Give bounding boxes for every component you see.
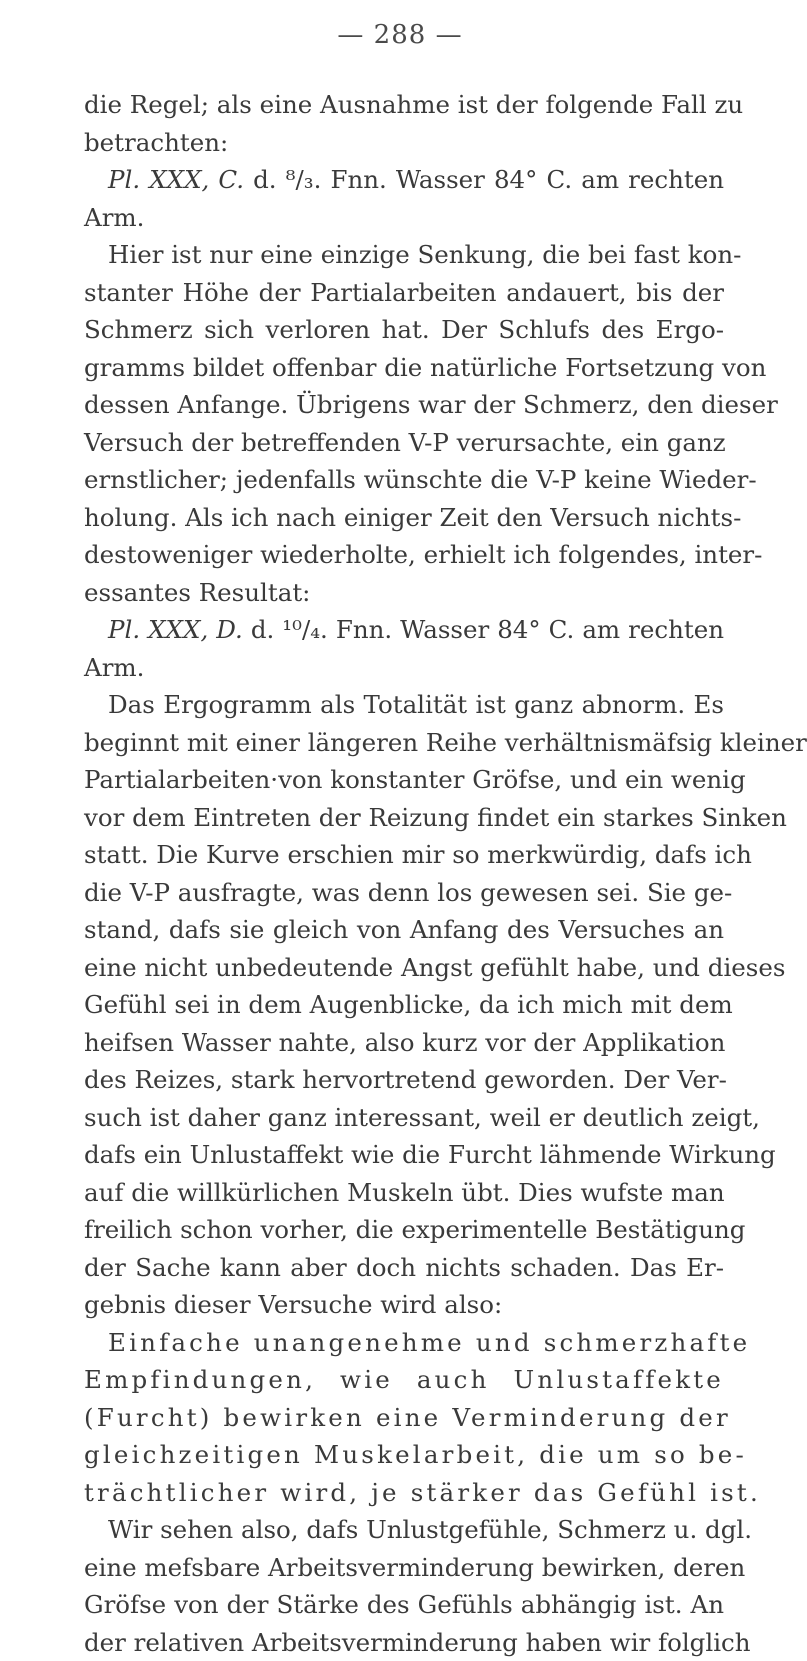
body-text bbox=[84, 86, 724, 1661]
text-line: Gröfse von der Stärke des Gefühls abhängig ist. An bbox=[84, 1586, 724, 1624]
emphasized-conclusion-line: gleichzeitigen Muskelarbeit, die um so be- bbox=[84, 1436, 724, 1474]
text-line: gebnis dieser Versuche wird also: bbox=[84, 1286, 724, 1324]
text-line: Partialarbeiten·von konstanter Gröfse, und ein wenig bbox=[84, 761, 724, 799]
text-line: der Sache kann aber doch nichts schaden. Das Er- bbox=[84, 1249, 724, 1287]
text-line: die V-P ausfragte, was denn los gewesen sei. Sie ge- bbox=[84, 874, 724, 912]
text-line: freilich schon vorher, die experimentelle Bestätigung bbox=[84, 1211, 724, 1249]
text-line: stand, dafs sie gleich von Anfang des Versuches an bbox=[84, 911, 724, 949]
text-line: dessen Anfange. Übrigens war der Schmerz, den dieser bbox=[84, 386, 724, 424]
plate-label: Pl. XXX, C. bbox=[108, 165, 244, 194]
text-line: des Reizes, stark hervortretend geworden. Der Ver- bbox=[84, 1061, 724, 1099]
text-line: destoweniger wiederholte, erhielt ich folgendes, inter- bbox=[84, 536, 724, 574]
page-number: — 288 — bbox=[0, 20, 800, 50]
text-line: gramms bildet offenbar die natürliche Fortsetzung von bbox=[84, 349, 724, 387]
experiment-details: d. ⁸/₃. Fnn. Wasser 84° C. am rechten bbox=[244, 165, 724, 194]
text-line: stanter Höhe der Partialarbeiten andauert, bis der bbox=[84, 274, 724, 312]
text-line: der relativen Arbeitsverminderung haben wir folglich bbox=[84, 1624, 724, 1661]
paragraph-start-line: Wir sehen also, dafs Unlustgefühle, Schmerz u. dgl. bbox=[84, 1511, 724, 1549]
text-line: eine mefsbare Arbeitsverminderung bewirken, deren bbox=[84, 1549, 724, 1587]
text-line: ernstlicher; jedenfalls wünschte die V-P keine Wieder- bbox=[84, 461, 724, 499]
text-line: dafs ein Unlustaffekt wie die Furcht lähmende Wirkung bbox=[84, 1136, 724, 1174]
experiment-details: d. ¹⁰/₄. Fnn. Wasser 84° C. am rechten bbox=[243, 615, 724, 644]
text-line: Arm. bbox=[84, 199, 724, 237]
text-line: essantes Resultat: bbox=[84, 574, 724, 612]
plate-label: Pl. XXX, D. bbox=[108, 615, 243, 644]
text-line: auf die willkürlichen Muskeln übt. Dies wufste man bbox=[84, 1174, 724, 1212]
text-line: beginnt mit einer längeren Reihe verhältnismäfsig kleiner bbox=[84, 724, 724, 762]
text-line: holung. Als ich nach einiger Zeit den Versuch nichts- bbox=[84, 499, 724, 537]
text-line: such ist daher ganz interessant, weil er deutlich zeigt, bbox=[84, 1099, 724, 1137]
emphasized-conclusion-line: (Furcht) bewirken eine Verminderung der bbox=[84, 1399, 724, 1437]
emphasized-conclusion-line: Einfache unangenehme und schmerzhafte bbox=[84, 1324, 724, 1362]
text-line: Versuch der betreffenden V-P verursachte, ein ganz bbox=[84, 424, 724, 462]
text-line: eine nicht unbedeutende Angst gefühlt habe, und dieses bbox=[84, 949, 724, 987]
text-line: Schmerz sich verloren hat. Der Schlufs des Ergo- bbox=[84, 311, 724, 349]
text-line: vor dem Eintreten der Reizung findet ein starkes Sinken bbox=[84, 799, 724, 837]
text-line: betrachten: bbox=[84, 124, 724, 162]
text-line: die Regel; als eine Ausnahme ist der folgende Fall zu bbox=[84, 86, 724, 124]
paragraph-start-line: Das Ergogramm als Totalität ist ganz abnorm. Es bbox=[84, 686, 724, 724]
experiment-reference-line bbox=[84, 161, 724, 199]
experiment-reference-line bbox=[84, 611, 724, 649]
text-line: Arm. bbox=[84, 649, 724, 687]
emphasized-conclusion-line: trächtlicher wird, je stärker das Gefühl ist. bbox=[84, 1474, 724, 1512]
text-line: Gefühl sei in dem Augenblicke, da ich mich mit dem bbox=[84, 986, 724, 1024]
paragraph-start-line: Hier ist nur eine einzige Senkung, die bei fast kon- bbox=[84, 236, 724, 274]
text-line: heifsen Wasser nahte, also kurz vor der Applikation bbox=[84, 1024, 724, 1062]
emphasized-conclusion-line: Empfindungen, wie auch Unlustaffekte bbox=[84, 1361, 724, 1399]
text-line: statt. Die Kurve erschien mir so merkwürdig, dafs ich bbox=[84, 836, 724, 874]
